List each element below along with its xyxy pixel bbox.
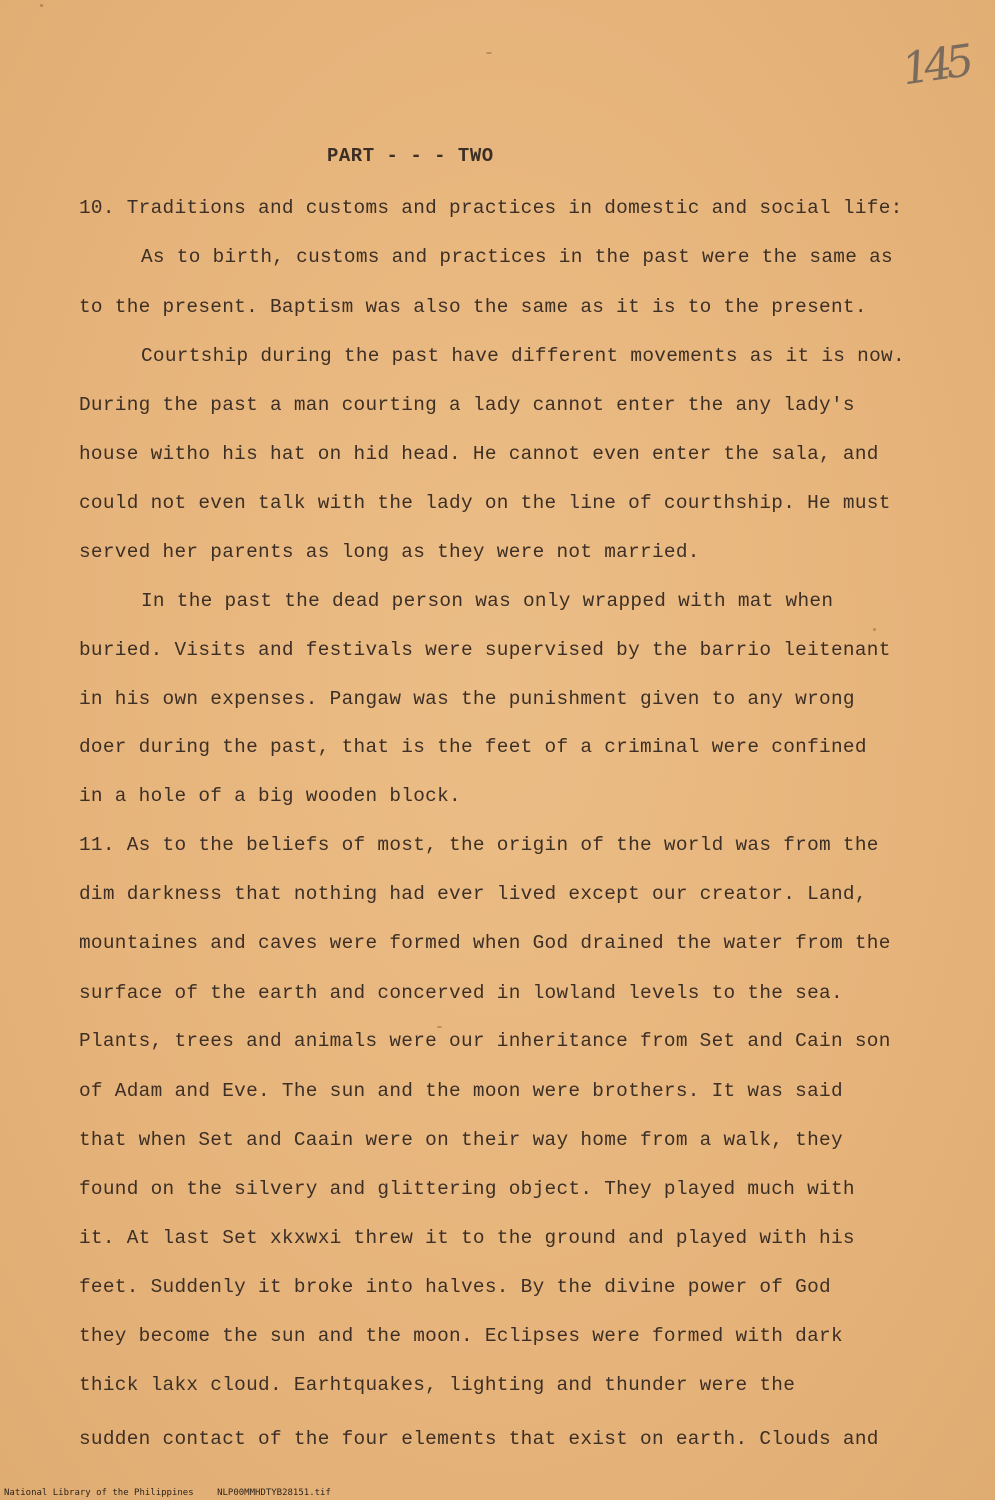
paper-speck	[40, 4, 43, 7]
text-line-18: Plants, trees and animals were our inheritance from Set and Cain son	[79, 1030, 891, 1052]
text-line-13: in a hole of a big wooden block.	[79, 785, 461, 807]
text-line-16: mountaines and caves were formed when God drained the water from the	[79, 932, 891, 954]
paper-speck	[437, 1026, 442, 1028]
text-line-6: house witho his hat on hid head. He cannot even enter the sala, and	[79, 443, 879, 465]
text-line-23: feet. Suddenly it broke into halves. By the divine power of God	[79, 1276, 831, 1298]
text-line-4: Courtship during the past have different movements as it is now.	[141, 345, 905, 367]
text-line-25: thick lakx cloud. Earhtquakes, lighting and thunder were the	[79, 1374, 796, 1396]
footer-library: National Library of the Philippines	[4, 1488, 194, 1498]
text-line-11: in his own expenses. Pangaw was the punishment given to any wrong	[79, 688, 855, 710]
text-line-1: 10. Traditions and customs and practices in domestic and social life:	[79, 197, 903, 219]
text-line-24: they become the sun and the moon. Eclipses were formed with dark	[79, 1325, 843, 1347]
footer-filename: NLP00MMHDTYB28151.tif	[217, 1488, 331, 1498]
text-line-26: sudden contact of the four elements that exist on earth. Clouds and	[79, 1428, 879, 1450]
paper-speck	[486, 52, 492, 54]
text-line-7: could not even talk with the lady on the line of courthship. He must	[79, 492, 891, 514]
text-line-15: dim darkness that nothing had ever lived except our creator. Land,	[79, 883, 867, 905]
text-line-19: of Adam and Eve. The sun and the moon were brothers. It was said	[79, 1080, 843, 1102]
text-line-12: doer during the past, that is the feet of a criminal were confined	[79, 736, 867, 758]
page-heading: PART - - - TWO	[327, 145, 494, 167]
text-line-2: As to birth, customs and practices in the past were the same as	[141, 246, 893, 268]
text-line-22: it. At last Set xkxwxi threw it to the ground and played with his	[79, 1227, 855, 1249]
text-line-5: During the past a man courting a lady cannot enter the any lady's	[79, 394, 855, 416]
text-line-17: surface of the earth and concerved in lowland levels to the sea.	[79, 982, 843, 1004]
text-line-14: 11. As to the beliefs of most, the origin of the world was from the	[79, 834, 879, 856]
text-line-21: found on the silvery and glittering object. They played much with	[79, 1178, 855, 1200]
scan-footer	[4, 1488, 349, 1498]
text-line-20: that when Set and Caain were on their way home from a walk, they	[79, 1129, 843, 1151]
text-line-3: to the present. Baptism was also the same as it is to the present.	[79, 296, 867, 318]
paper-speck	[873, 628, 876, 631]
text-line-8: served her parents as long as they were not married.	[79, 541, 700, 563]
folio-number: 145	[898, 35, 972, 96]
text-line-9: In the past the dead person was only wrapped with mat when	[141, 590, 834, 612]
text-line-10: buried. Visits and festivals were supervised by the barrio leitenant	[79, 639, 891, 661]
